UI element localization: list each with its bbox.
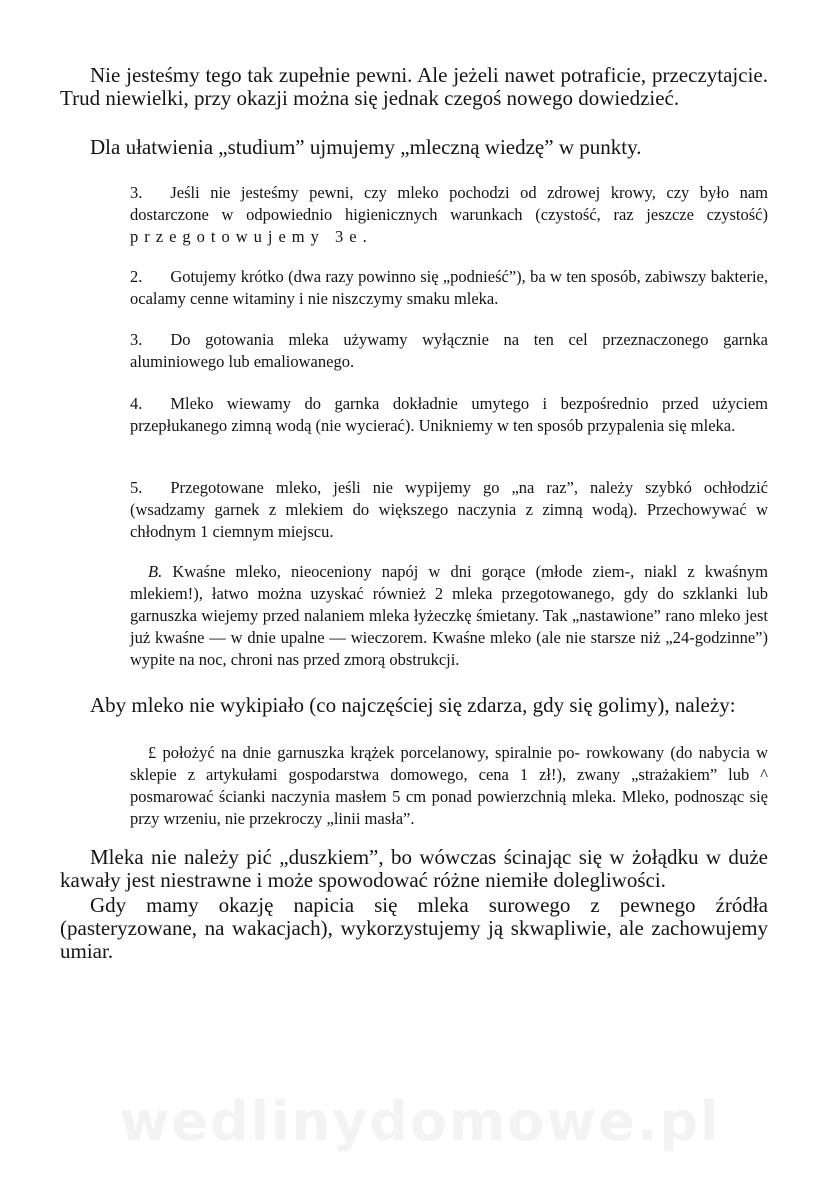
point-item	[130, 477, 768, 543]
overflow-paragraph: £ położyć na dnie garnuszka krążek porcelanowy, spiralnie po- rowkowany (do nabycia w sklepie z artykułami gospodarstwa domowego, cena 1 zł!), zwany „strażakiem” lub ^ posmarować ścianki naczynia masłem 5 cm ponad powierzchnią mleka. Mleko, podnosząc się przy wrzeniu, nie przekroczy „linii masła”.	[130, 743, 768, 828]
point-number: 4.	[130, 394, 143, 413]
section-b-paragraph	[130, 561, 768, 671]
point-text: Jeśli nie jesteśmy pewni, czy mleko pochodzi od zdrowej krowy, czy było nam dostarczone w odpowiednio higienicznych warunkach (czystość, raz jeszcze czystość)	[130, 183, 768, 224]
point-number: 2.	[130, 267, 143, 286]
point-text: Do gotowania mleka używamy wyłącznie na ten cel przeznaczonego garnka aluminiowego lub emaliowanego.	[130, 330, 768, 371]
point-item	[130, 393, 768, 437]
overflow-heading: Aby mleko nie wykipiało (co najczęściej się zdarza, gdy się golimy), należy:	[90, 693, 736, 717]
section-b-letter: B.	[148, 562, 163, 581]
section-b-text: Kwaśne mleko, nieoceniony napój w dni gorące (młode ziem-, niakl z kwaśnym mlekiem!), łatwo można uzyskać również 2 mleka przegotowanego, gdy do szklanki lub garnuszka wiejemy przed nalaniem mleka łyżeczkę śmietany. Tak „nastawione” rano mleko jest już kwaśne — w dnie upalne — wieczorem. Kwaśne mleko (ale nie starsze niż „24-godzinne”) wypite na noc, chroni nas przed zmorą obstrukcji.	[130, 562, 769, 669]
point-number: 5.	[130, 478, 143, 497]
intro-points-paragraph: Dla ułatwienia „studium” ujmujemy „mleczną wiedzę” w punkty.	[90, 135, 642, 159]
point-text: Gotujemy krótko (dwa razy powinno się „podnieść”), ba w ten sposób, zabiwszy bakterie, ocalamy cenne witaminy i nie niszczymy smaku mleka.	[130, 267, 768, 308]
point-item	[130, 266, 768, 310]
closing-paragraph: Gdy mamy okazję napicia się mleka surowego z pewnego źródła (pasteryzowane, na wakacjach), wykorzystujemy ją skwapliwie, ale zachowujemy umiar.	[60, 893, 768, 963]
point-item	[130, 329, 768, 373]
closing-paragraph: Mleka nie należy pić „duszkiem”, bo wówczas ścinając się w żołądku w duże kawały jest niestrawne i może spowodować różne niemiłe dolegliwości.	[60, 845, 768, 892]
point-text: Mleko wiewamy do garnka dokładnie umytego i bezpośrednio przed użyciem przepłukanego zimną wodą (nie wycierać). Unikniemy w ten sposób przypalenia się mleka.	[130, 394, 768, 435]
intro-paragraph: Nie jesteśmy tego tak zupełnie pewni. Ale jeżeli nawet potraficie, przeczytajcie. Trud niewielki, przy okazji można się jednak czegoś nowego dowiedzieć.	[60, 63, 768, 110]
point-text-tail: przegotowujemy 3e.	[130, 227, 373, 246]
point-text: Przegotowane mleko, jeśli nie wypijemy go „na raz”, należy szybkó ochłodzić (wsadzamy garnek z mlekiem do większego naczynia z zimną wodą). Przechowywać w chłodnym 1 ciemnym miejscu.	[130, 478, 768, 541]
point-item	[130, 182, 768, 248]
watermark-text: wedlinydomowe.pl	[119, 1090, 721, 1153]
point-number: 3.	[130, 183, 143, 202]
point-number: 3.	[130, 330, 143, 349]
